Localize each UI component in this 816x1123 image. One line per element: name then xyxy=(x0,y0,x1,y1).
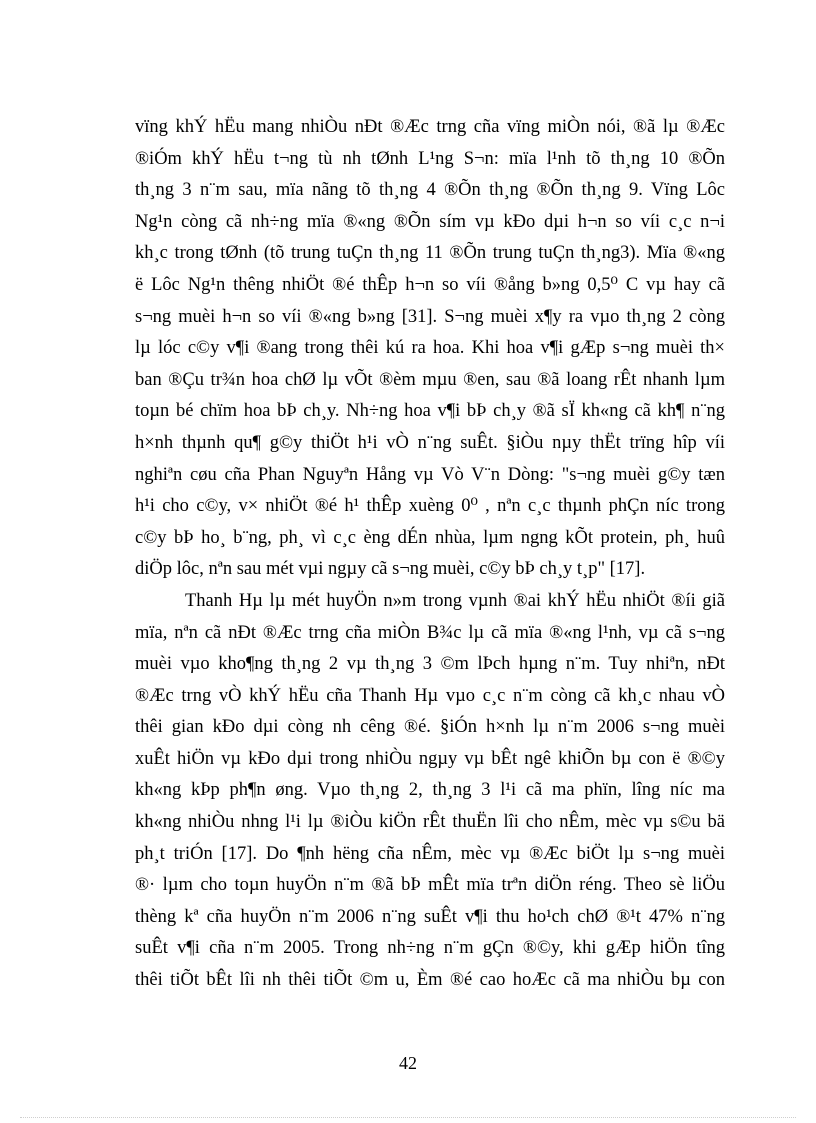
text-line: ph¸t triÓn [17]. Do ¶nh hëng cña nÊm, mèc vµ ®Æc biÖt lµ s¬ng muèi xyxy=(135,843,725,864)
text-line: thêi gian kÐo dµi còng nh cêng ®é. §iÓn h×nh lµ n¨m 2006 s¬ng muèi xyxy=(135,717,725,738)
body-text xyxy=(135,112,725,997)
text-line: kh«ng kÞp ph¶n øng. Vµo th¸ng 2, th¸ng 3 l¹i cã ma phïn, lîng níc ma xyxy=(135,780,725,801)
text-line: ®· lµm cho toµn huyÖn n¨m ®ã bÞ mÊt mïa trªn diÖn réng. Theo sè liÖu xyxy=(135,875,725,896)
text-line: lµ lóc c©y v¶i ®ang trong thêi kú ra hoa. Khi hoa v¶i gÆp s¬ng muèi th× xyxy=(135,338,725,359)
text-line: h×nh thµnh qu¶ g©y thiÖt h¹i vÒ n¨ng suÊt. §iÒu nµy thËt trïng hîp víi xyxy=(135,432,725,453)
text-line: muèi vµo kho¶ng th¸ng 2 vµ th¸ng 3 ©m lÞch hµng n¨m. Tuy nhiªn, nÐt xyxy=(135,654,725,675)
text-line: th¸ng 3 n¨m sau, mïa nãng tõ th¸ng 4 ®Õn th¸ng ®Õn th¸ng 9. Vïng Lôc xyxy=(135,180,725,201)
text-line: s¬ng muèi h¬n so víi ®«ng b»ng [31]. S¬ng muèi x¶y ra vµo th¸ng 2 còng xyxy=(135,306,725,327)
text-line: ban ®Çu tr¾n hoa chØ lµ vÕt ®èm mµu ®en, sau ®ã loang rÊt nhanh lµm xyxy=(135,369,725,390)
text-line: toµn bé chïm hoa bÞ ch¸y. Nh÷ng hoa v¶i bÞ ch¸y ®ã sÏ kh«ng cã kh¶ n¨ng xyxy=(135,401,725,422)
text-line: h¹i cho c©y, v× nhiÖt ®é h¹ thÊp xuèng 0⁰ , nªn c¸c thµnh phÇn níc trong xyxy=(135,496,725,517)
text-line: ®Æc trng vÒ khÝ hËu cña Thanh Hµ vµo c¸c n¨m còng cã kh¸c nhau vÒ xyxy=(135,685,725,706)
page-bottom-divider xyxy=(20,1117,796,1118)
text-line: suÊt v¶i cña n¨m 2005. Trong nh÷ng n¨m gÇn ®©y, khi gÆp hiÖn tîng xyxy=(135,938,725,959)
text-line: mïa, nªn cã nÐt ®Æc trng cña miÒn B¾c lµ cã mïa ®«ng l¹nh, vµ cã s¬ng xyxy=(135,622,725,643)
text-line: ®iÓm khÝ hËu t¬ng tù nh tØnh L¹ng S¬n: mïa l¹nh tõ th¸ng 10 ®Õn xyxy=(135,148,725,169)
text-line: xuÊt hiÖn vµ kÐo dµi trong nhiÒu ngµy vµ bÊt ngê khiÕn bµ con ë ®©y xyxy=(135,748,725,769)
text-line: thêi tiÕt bÊt lîi nh thêi tiÕt ©m u, Èm ®é cao hoÆc cã ma nhiÒu bµ con xyxy=(135,970,725,991)
text-line-paragraph-start: Thanh Hµ lµ mét huyÖn n»m trong vµnh ®ai khÝ hËu nhiÖt ®íi giã xyxy=(185,590,725,611)
text-line: nghiªn cøu cña Phan Nguyªn Hång vµ Vò V¨n Dòng: "s¬ng muèi g©y tæn xyxy=(135,464,725,485)
page-number: 42 xyxy=(399,1053,417,1073)
text-line: kh¸c trong tØnh (tõ trung tuÇn th¸ng 11 ®Õn trung tuÇn th¸ng3). Mïa ®«ng xyxy=(135,243,725,264)
text-line: thèng kª cña huyÖn n¨m 2006 n¨ng suÊt v¶i thu ho¹ch chØ ®¹t 47% n¨ng xyxy=(135,906,725,927)
text-line-paragraph-end: diÖp lôc, nªn sau mét vµi ngµy cã s¬ng muèi, c©y bÞ ch¸y t¸p" [17]. xyxy=(135,559,646,580)
text-line: c©y bÞ ho¸ b¨ng, ph¸ vì c¸c èng dÉn nhùa, lµm ngng kÕt protein, ph¸ huû xyxy=(135,527,725,548)
text-line: Ng¹n còng cã nh÷ng mïa ®«ng ®Õn sím vµ kÐo dµi h¬n so víi c¸c n¬i xyxy=(135,211,725,232)
text-line: ë Lôc Ng¹n thêng nhiÖt ®é thÊp h¬n so víi ®ång b»ng 0,5⁰ C vµ hay cã xyxy=(135,274,725,295)
text-line: kh«ng nhiÒu nhng l¹i lµ ®iÒu kiÖn rÊt thuËn lîi cho nÊm, mèc vµ s©u bä xyxy=(135,812,725,833)
text-line: vïng khÝ hËu mang nhiÒu nÐt ®Æc trng cña vïng miÒn nói, ®ã lµ ®Æc xyxy=(135,117,725,137)
